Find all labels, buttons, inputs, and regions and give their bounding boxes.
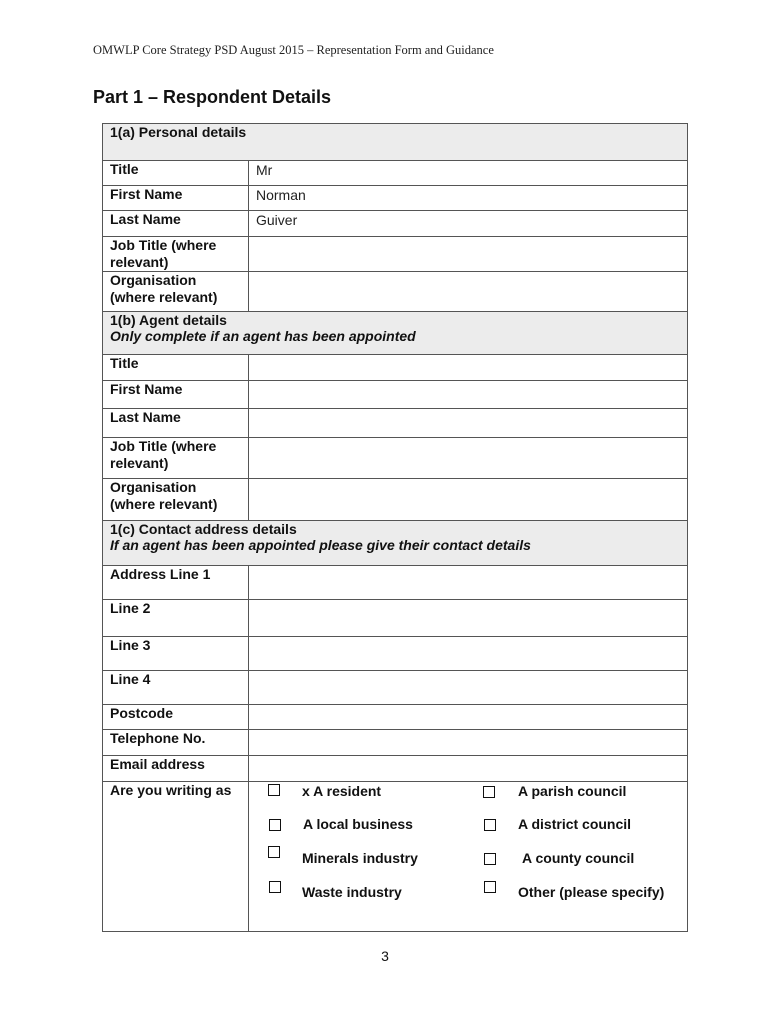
contact-heading: 1(c) Contact address details [110,521,297,537]
field-telephone[interactable] [249,730,688,756]
label-agent-title: Title [103,355,249,381]
checkbox-local-business[interactable] [269,819,281,831]
checkbox-parish-council[interactable] [483,786,495,798]
field-line-3[interactable] [249,637,688,671]
label-job-title: Job Title (where relevant) [103,237,249,272]
option-county-council: A county council [522,850,635,866]
label-title: Title [103,161,249,186]
label-organisation: Organisation (where relevant) [103,272,249,312]
field-title[interactable]: Mr [249,161,688,186]
field-agent-title[interactable] [249,355,688,381]
field-first-name[interactable]: Norman [249,186,688,211]
writing-as-options [249,782,688,932]
label-first-name: First Name [103,186,249,211]
option-other: Other (please specify) [518,884,665,900]
field-last-name[interactable]: Guiver [249,211,688,237]
field-postcode[interactable] [249,705,688,730]
field-organisation[interactable] [249,272,688,312]
checkbox-resident[interactable] [268,784,280,796]
section-heading-contact [103,521,688,566]
field-agent-first-name[interactable] [249,381,688,409]
option-district-council: A district council [518,816,632,832]
field-job-title[interactable] [249,237,688,272]
field-address-line-1[interactable] [249,566,688,600]
respondent-details-table [102,123,688,932]
option-parish-council: A parish council [518,783,627,799]
checkbox-county-council[interactable] [484,853,496,865]
option-waste-industry: Waste industry [302,884,402,900]
label-writing-as: Are you writing as [103,782,249,932]
field-email[interactable] [249,756,688,782]
label-postcode: Postcode [103,705,249,730]
checkbox-district-council[interactable] [484,819,496,831]
field-agent-last-name[interactable] [249,409,688,438]
label-last-name: Last Name [103,211,249,237]
label-agent-first-name: First Name [103,381,249,409]
agent-subheading: Only complete if an agent has been appointed [110,328,416,344]
label-telephone: Telephone No. [103,730,249,756]
agent-heading: 1(b) Agent details [110,312,227,328]
label-agent-last-name: Last Name [103,409,249,438]
section-heading-personal: 1(a) Personal details [103,124,688,161]
label-agent-organisation: Organisation (where relevant) [103,479,249,521]
contact-subheading: If an agent has been appointed please give their contact details [110,537,531,553]
part-title: Part 1 – Respondent Details [93,87,332,107]
label-line-2: Line 2 [103,600,249,637]
option-resident: x A resident [302,783,382,799]
field-agent-job-title[interactable] [249,438,688,479]
page-number: 3 [381,948,389,964]
label-agent-job-title: Job Title (where relevant) [103,438,249,479]
checkbox-waste-industry[interactable] [269,881,281,893]
option-local-business: A local business [303,816,413,832]
checkbox-minerals-industry[interactable] [268,846,280,858]
option-minerals-industry: Minerals industry [302,850,418,866]
section-heading-agent [103,312,688,355]
label-line-3: Line 3 [103,637,249,671]
field-agent-organisation[interactable] [249,479,688,521]
label-address-line-1: Address Line 1 [103,566,249,600]
field-line-4[interactable] [249,671,688,705]
label-email: Email address [103,756,249,782]
checkbox-other[interactable] [484,881,496,893]
running-header: OMWLP Core Strategy PSD August 2015 – Representation Form and Guidance [93,43,494,57]
label-line-4: Line 4 [103,671,249,705]
field-line-2[interactable] [249,600,688,637]
